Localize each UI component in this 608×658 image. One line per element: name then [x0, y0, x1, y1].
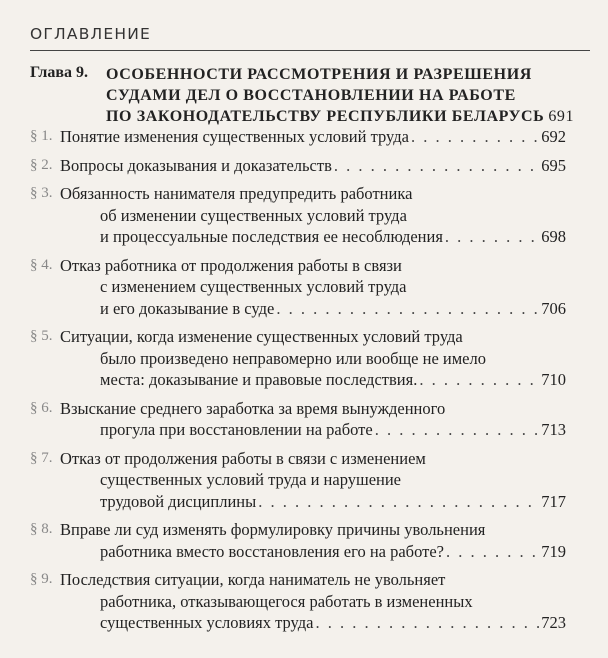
section-number: § 7. [30, 449, 53, 466]
dot-leader [276, 298, 539, 320]
entry-line [60, 369, 566, 391]
entry-line [60, 348, 566, 370]
dot-leader [258, 491, 539, 513]
entry-line [60, 519, 566, 541]
entry-line [60, 255, 566, 277]
entry-line-text: существенных условиях труда [100, 613, 314, 632]
toc-entry[interactable] [30, 255, 566, 320]
page-number: 713 [541, 420, 566, 439]
chapter-title [106, 64, 575, 127]
chapter-title-line: ОСОБЕННОСТИ РАССМОТРЕНИЯ И РАЗРЕШЕНИЯ [106, 66, 532, 83]
entry-line-text: с изменением существенных условий труда [100, 277, 407, 296]
entry-line-text: Последствия ситуации, когда наниматель не увольняет [60, 570, 446, 589]
entry-text [60, 126, 566, 148]
chapter-title-last-line [106, 106, 575, 127]
entry-line [60, 541, 566, 563]
entry-line-text: об изменении существенных условий труда [100, 205, 407, 225]
entry-line-text: Взыскание среднего заработка за время вынужденного [60, 398, 446, 418]
section-number: § 2. [30, 156, 53, 173]
entry-text [60, 183, 566, 248]
toc-entry[interactable] [30, 183, 566, 248]
entry-line [60, 569, 566, 591]
entry-line-text: было произведено неправомерно или вообще не имело [100, 348, 486, 368]
entry-line [60, 612, 566, 634]
page-number: 723 [541, 613, 566, 632]
entry-text [60, 255, 566, 320]
dot-leader [445, 226, 539, 248]
page-number: 691 [548, 108, 575, 125]
entry-line [60, 226, 566, 248]
entry-line-text: Ситуации, когда изменение существенных условий труда [60, 327, 463, 346]
entry-line-text: прогула при восстановлении на работе [100, 420, 373, 439]
toc-entry[interactable] [30, 448, 566, 513]
entry-text [60, 519, 566, 562]
section-number: § 1. [30, 128, 53, 144]
entry-line [60, 326, 566, 348]
section-number: § 8. [30, 521, 53, 537]
entry-text [60, 398, 566, 441]
dot-leader [446, 541, 539, 563]
entry-line [60, 205, 566, 227]
entry-line [60, 591, 566, 613]
toc-entry[interactable] [30, 569, 566, 634]
chapter-heading [30, 64, 575, 127]
entry-line-text: и процессуальные последствия ее несоблюдения [100, 227, 443, 246]
entry-line [60, 155, 566, 177]
entry-text [60, 569, 566, 634]
chapter-title-line: СУДАМИ ДЕЛ О ВОССТАНОВЛЕНИИ НА РАБОТЕ [106, 87, 516, 104]
entry-line-text: Вправе ли суд изменять формулировку причины увольнения [60, 520, 486, 539]
section-number: § 9. [30, 571, 53, 587]
running-header: ОГЛАВЛЕНИЕ [30, 25, 152, 43]
entry-line [60, 491, 566, 513]
page-number: 710 [541, 370, 566, 389]
page-number: 717 [541, 491, 566, 511]
toc-entry[interactable] [30, 398, 566, 441]
entry-line-text: работника, отказывающегося работать в измененных [100, 591, 473, 611]
entry-line-text: места: доказывание и правовые последствия. [100, 370, 418, 389]
entry-text [60, 326, 566, 391]
entry-line [60, 448, 566, 470]
section-number: § 6. [30, 399, 53, 416]
header-rule [30, 50, 590, 51]
section-number: § 5. [30, 328, 53, 344]
entry-line-text: Понятие изменения существенных условий труда [60, 127, 409, 146]
toc-entry[interactable] [30, 519, 566, 562]
toc-entry[interactable] [30, 126, 566, 148]
entry-text [60, 155, 566, 177]
entry-text [60, 448, 566, 513]
dot-leader [316, 612, 540, 634]
entry-line-text: Вопросы доказывания и доказательств [60, 155, 332, 175]
entry-line [60, 126, 566, 148]
entry-line-text: Отказ от продолжения работы в связи с изменением [60, 448, 426, 468]
entry-line-text: Обязанность нанимателя предупредить работника [60, 184, 413, 203]
toc-entries [30, 126, 566, 641]
toc-entry[interactable] [30, 326, 566, 391]
page-number: 695 [541, 155, 566, 175]
entry-line-text: и его доказывание в суде [100, 298, 275, 318]
entry-line-text: трудовой дисциплины [100, 491, 257, 511]
page-number: 698 [541, 227, 566, 246]
page-number: 706 [541, 298, 566, 318]
dot-leader [411, 126, 539, 148]
dot-leader [375, 419, 540, 441]
entry-line [60, 419, 566, 441]
chapter-title-line: ПО ЗАКОНОДАТЕЛЬСТВУ РЕСПУБЛИКИ БЕЛАРУСЬ [106, 108, 545, 125]
entry-line [60, 276, 566, 298]
page-number: 719 [541, 541, 566, 561]
entry-line [60, 183, 566, 205]
entry-line-text: работника вместо восстановления его на работе? [100, 541, 444, 561]
dot-leader [334, 155, 539, 177]
section-number: § 3. [30, 185, 53, 201]
entry-line-text: существенных условий труда и нарушение [100, 470, 402, 489]
entry-line [60, 398, 566, 420]
section-number: § 4. [30, 256, 53, 273]
entry-line [60, 469, 566, 491]
toc-entry[interactable] [30, 155, 566, 177]
entry-line-text: Отказ работника от продолжения работы в связи [60, 255, 402, 275]
dot-leader [419, 369, 539, 391]
page-number: 692 [541, 127, 566, 146]
entry-line [60, 298, 566, 320]
chapter-label: Глава 9. [30, 64, 88, 81]
